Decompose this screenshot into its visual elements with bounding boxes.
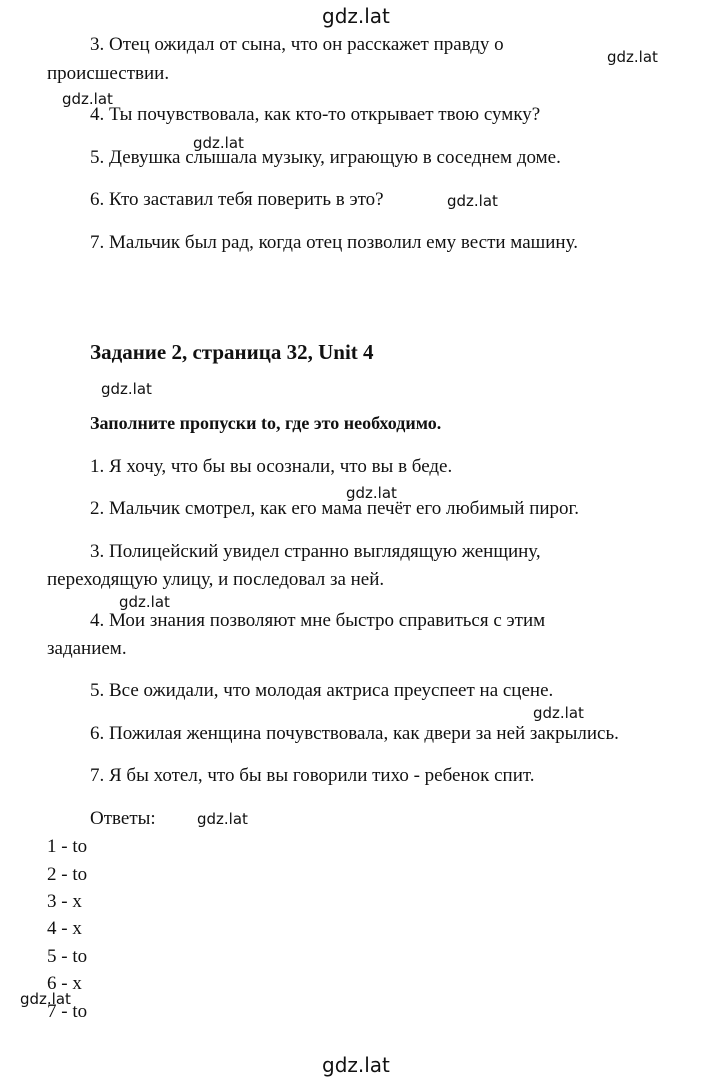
task-instruction: Заполните пропуски to, где это необходимо. <box>90 413 442 433</box>
watermark: gdz.lat <box>346 484 397 502</box>
answer-3: 3 - x <box>47 891 82 912</box>
answer-4: 4 - x <box>47 918 82 939</box>
prev-item-5: 5. Девушка слышала музыку, играющую в соседнем доме. <box>90 147 561 168</box>
item-3-line1: 3. Полицейский увидел странно выглядящую женщину, <box>90 541 541 562</box>
watermark: gdz.lat <box>101 380 152 398</box>
answer-5: 5 - to <box>47 946 88 967</box>
answer-7: 7 - to <box>47 1001 88 1022</box>
watermark-bottom: gdz.lat <box>322 1053 390 1077</box>
answer-1: 1 - to <box>47 836 88 857</box>
prev-item-6: 6. Кто заставил тебя поверить в это? <box>90 189 384 210</box>
prev-item-4: 4. Ты почувствовала, как кто-то открывает твою сумку? <box>90 104 541 125</box>
watermark: gdz.lat <box>533 704 584 722</box>
watermark-top: gdz.lat <box>322 4 390 28</box>
watermark: gdz.lat <box>20 990 71 1008</box>
watermark: gdz.lat <box>119 593 170 611</box>
item-4-line2: заданием. <box>47 638 127 659</box>
watermark: gdz.lat <box>62 90 113 108</box>
answer-6: 6 - x <box>47 973 82 994</box>
prev-item-3-line2: происшествии. <box>47 63 170 84</box>
prev-item-3-line1: 3. Отец ожидал от сына, что он расскажет правду о <box>90 34 504 55</box>
item-4-line1: 4. Мои знания позволяют мне быстро справиться с этим <box>90 610 546 631</box>
watermark: gdz.lat <box>197 810 248 828</box>
answer-2: 2 - to <box>47 864 88 885</box>
watermark: gdz.lat <box>193 134 244 152</box>
task-title: Задание 2, страница 32, Unit 4 <box>90 340 374 364</box>
answers-label: Ответы: <box>90 808 156 829</box>
watermark: gdz.lat <box>607 48 658 66</box>
prev-item-7: 7. Мальчик был рад, когда отец позволил ему вести машину. <box>90 232 578 253</box>
item-1: 1. Я хочу, что бы вы осознали, что вы в беде. <box>90 456 453 477</box>
watermark: gdz.lat <box>447 192 498 210</box>
item-6: 6. Пожилая женщина почувствовала, как двери за ней закрылись. <box>90 723 619 744</box>
item-5: 5. Все ожидали, что молодая актриса преуспеет на сцене. <box>90 680 554 701</box>
item-2: 2. Мальчик смотрел, как его мама печёт его любимый пирог. <box>90 498 579 519</box>
item-7: 7. Я бы хотел, что бы вы говорили тихо - ребенок спит. <box>90 765 535 786</box>
item-3-line2: переходящую улицу, и последовал за ней. <box>47 569 385 590</box>
